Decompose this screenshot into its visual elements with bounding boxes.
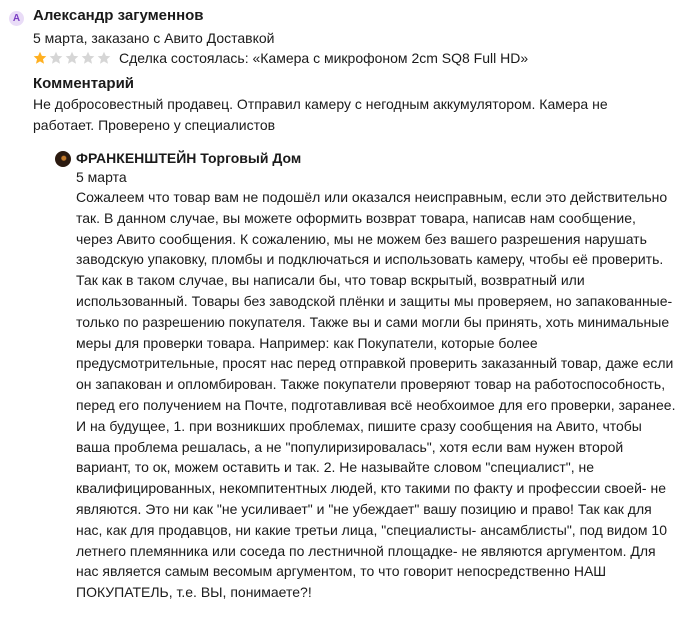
shop-avatar-icon[interactable]: [55, 151, 71, 167]
star-empty-icon: [97, 51, 111, 65]
comment-heading: Комментарий: [33, 75, 135, 92]
user-avatar[interactable]: A: [9, 11, 24, 26]
star-filled-icon: [33, 51, 47, 65]
star-rating: [33, 51, 111, 65]
review-author-name[interactable]: Александр загуменнов: [33, 7, 204, 24]
star-empty-icon: [81, 51, 95, 65]
seller-name[interactable]: ФРАНКЕНШТЕЙН Торговый Дом: [76, 150, 302, 166]
reply-date: 5 марта: [76, 169, 127, 185]
deal-description: Сделка состоялась: «Камера с микрофоном 2cm SQ8 Full HD»: [119, 50, 529, 66]
review-meta: 5 марта, заказано с Авито Доставкой: [33, 30, 275, 46]
star-empty-icon: [49, 51, 63, 65]
seller-reply-text: Сожалеем что товар вам не подошёл или оказался неисправным, если это действительно так. В данном случае, вы можете оформить возврат товара, написав нам сообщение, через Авито сообщения. К сожалению, мы не можем без вашего разрешения нарушать заводскую упаковку, пломбы и подключаться и использовать камеру, чтобы её проверить. Так как в таком случае, вы написали бы, что товар вскрытый, возвратный или использованный. Товары без заводской плёнки и защиты мы проверяем, но запакованные- только по разрешению покупателя. Также вы и сами могли бы принять, хоть минимальные меры для проверки товара. Например: как Покупатели, которые более предусмотрительные, просят нас перед отправкой проверить заказанный товар, даже если он запакован и опломбирован. Также покупатели проверяют товар на работоспособность, перед его получением на Почте, подготавливая всё необхоимое для его проверки, заранее. И на будущее, 1. при возникших проблемах, пишите сразу сообщения на Авито, чтобы ваша проблема решалась, а не "популиризировалась", хотя если вам нужен второй вариант, то ок, можем оставить и так. 2. Не называйте словом "специалист", не квалифицированных, некомпитентных людей, кто такими по факту и профессии своей- не являются. Это ни как "не усиливает" и "не убеждает" вашу позицию и право! Так как для нас, как для продавцов, ни какие третьи лица, "специалисты- ансамблисты", под видом 10 летнего племянника или соседа по лестничной площадке- не являются аргументом. Для нас является самым весомым аргументом, то что говорит непосредственно НАШ ПОКУПАТЕЛЬ, т.е. ВЫ, понимаете?!: [76, 189, 676, 601]
star-empty-icon: [65, 51, 79, 65]
rating-row: [33, 48, 528, 68]
comment-text: Не добросовестный продавец. Отправил камеру с негодным аккумулятором. Камера не работает. Проверено у специалистов: [33, 96, 608, 133]
